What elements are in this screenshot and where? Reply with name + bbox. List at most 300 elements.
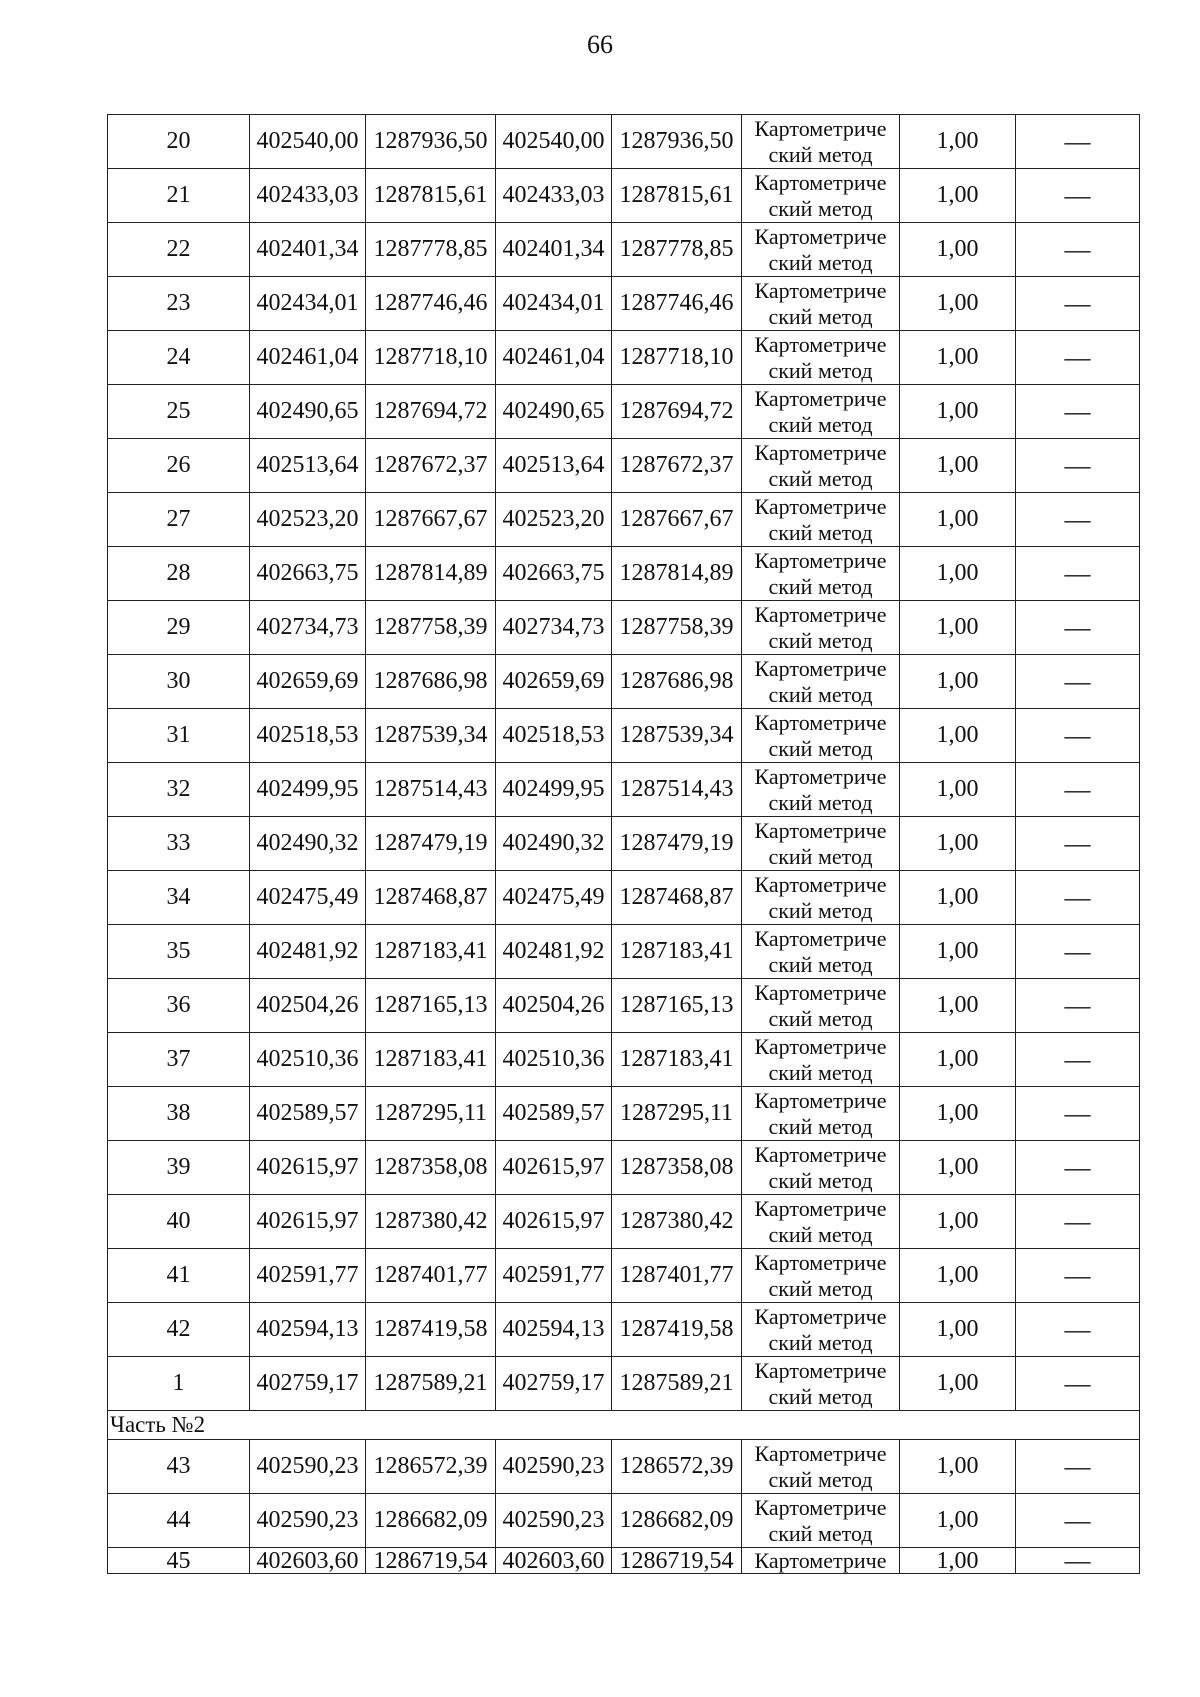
y-existing-cell: 1287514,43: [366, 763, 496, 817]
method-line-1: Картометриче: [754, 1547, 887, 1573]
note-cell: —: [1016, 439, 1140, 493]
x-new-cell: 402518,53: [496, 709, 612, 763]
method-line-1: Картометриче: [754, 1303, 887, 1329]
method-cell: [742, 493, 900, 547]
x-new-cell: 402433,03: [496, 169, 612, 223]
method-line-1: Картометриче: [754, 763, 887, 789]
method-line-1: Картометриче: [754, 817, 887, 843]
point-number-cell: 20: [108, 115, 250, 169]
y-existing-cell: 1287419,58: [366, 1303, 496, 1357]
method-line-1: Картометриче: [754, 1249, 887, 1275]
method-cell: [742, 925, 900, 979]
x-new-cell: 402734,73: [496, 601, 612, 655]
table-row: [108, 385, 1140, 439]
table-row: [108, 1033, 1140, 1087]
y-new-cell: 1287778,85: [612, 223, 742, 277]
table-row: [108, 763, 1140, 817]
table-row: [108, 709, 1140, 763]
y-new-cell: 1287936,50: [612, 115, 742, 169]
method-line-2: ский метод: [768, 573, 873, 599]
accuracy-cell: 1,00: [900, 493, 1016, 547]
accuracy-cell: 1,00: [900, 1087, 1016, 1141]
method-cell: [742, 871, 900, 925]
table-row: [108, 1141, 1140, 1195]
y-new-cell: 1287694,72: [612, 385, 742, 439]
method-line-1: Картометриче: [754, 385, 887, 411]
note-cell: —: [1016, 1440, 1140, 1494]
accuracy-cell: 1,00: [900, 277, 1016, 331]
point-number-cell: 44: [108, 1494, 250, 1548]
x-new-cell: 402615,97: [496, 1195, 612, 1249]
y-new-cell: 1287479,19: [612, 817, 742, 871]
point-number-cell: 45: [108, 1548, 250, 1574]
x-new-cell: 402461,04: [496, 331, 612, 385]
point-number-cell: 30: [108, 655, 250, 709]
y-new-cell: 1287183,41: [612, 925, 742, 979]
method-line-2: ский метод: [768, 1520, 873, 1546]
table-row: [108, 1303, 1140, 1357]
method-line-1: Картометриче: [754, 1440, 887, 1466]
note-cell: —: [1016, 223, 1140, 277]
accuracy-cell: 1,00: [900, 979, 1016, 1033]
x-existing-cell: 402490,32: [250, 817, 366, 871]
note-cell: —: [1016, 115, 1140, 169]
method-cell: [742, 115, 900, 169]
x-existing-cell: 402433,03: [250, 169, 366, 223]
x-new-cell: 402499,95: [496, 763, 612, 817]
accuracy-cell: 1,00: [900, 1548, 1016, 1574]
y-existing-cell: 1287686,98: [366, 655, 496, 709]
x-existing-cell: 402401,34: [250, 223, 366, 277]
method-cell: [742, 763, 900, 817]
accuracy-cell: 1,00: [900, 331, 1016, 385]
method-line-1: Картометриче: [754, 655, 887, 681]
method-line-2: ский метод: [768, 303, 873, 329]
note-cell: —: [1016, 1303, 1140, 1357]
x-existing-cell: 402615,97: [250, 1141, 366, 1195]
y-new-cell: 1287183,41: [612, 1033, 742, 1087]
y-new-cell: 1286682,09: [612, 1494, 742, 1548]
x-existing-cell: 402590,23: [250, 1494, 366, 1548]
point-number-cell: 37: [108, 1033, 250, 1087]
method-cell: [742, 169, 900, 223]
method-cell: [742, 1494, 900, 1548]
table-row: [108, 1440, 1140, 1494]
method-cell: [742, 1303, 900, 1357]
method-line-1: Картометриче: [754, 115, 887, 141]
note-cell: —: [1016, 1033, 1140, 1087]
accuracy-cell: 1,00: [900, 223, 1016, 277]
y-existing-cell: 1287539,34: [366, 709, 496, 763]
method-cell: [742, 277, 900, 331]
y-existing-cell: 1286572,39: [366, 1440, 496, 1494]
point-number-cell: 1: [108, 1357, 250, 1411]
table-row: [108, 1548, 1140, 1574]
point-number-cell: 21: [108, 169, 250, 223]
accuracy-cell: 1,00: [900, 1141, 1016, 1195]
x-existing-cell: 402603,60: [250, 1548, 366, 1574]
point-number-cell: 31: [108, 709, 250, 763]
x-new-cell: 402603,60: [496, 1548, 612, 1574]
method-line-2: ский метод: [768, 141, 873, 167]
y-existing-cell: 1286719,54: [366, 1548, 496, 1574]
x-existing-cell: 402615,97: [250, 1195, 366, 1249]
method-line-2: ский метод: [768, 735, 873, 761]
method-line-2: ский метод: [768, 1466, 873, 1492]
note-cell: —: [1016, 1494, 1140, 1548]
table-row: [108, 817, 1140, 871]
x-existing-cell: 402504,26: [250, 979, 366, 1033]
note-cell: —: [1016, 493, 1140, 547]
x-existing-cell: 402499,95: [250, 763, 366, 817]
method-cell: [742, 1548, 900, 1574]
table-body-part-2: [108, 1440, 1140, 1574]
x-existing-cell: 402659,69: [250, 655, 366, 709]
y-existing-cell: 1287758,39: [366, 601, 496, 655]
method-cell: [742, 709, 900, 763]
accuracy-cell: 1,00: [900, 1249, 1016, 1303]
y-existing-cell: 1287694,72: [366, 385, 496, 439]
method-line-2: ский метод: [768, 1059, 873, 1085]
method-line-2: ский метод: [768, 1167, 873, 1193]
x-new-cell: 402490,65: [496, 385, 612, 439]
y-new-cell: 1287165,13: [612, 979, 742, 1033]
table-row: [108, 439, 1140, 493]
x-existing-cell: 402481,92: [250, 925, 366, 979]
y-existing-cell: 1287380,42: [366, 1195, 496, 1249]
point-number-cell: 28: [108, 547, 250, 601]
accuracy-cell: 1,00: [900, 817, 1016, 871]
x-new-cell: 402490,32: [496, 817, 612, 871]
y-new-cell: 1287758,39: [612, 601, 742, 655]
table-row: [108, 979, 1140, 1033]
table-row: [108, 1357, 1140, 1411]
method-line-1: Картометриче: [754, 439, 887, 465]
y-new-cell: 1287539,34: [612, 709, 742, 763]
y-existing-cell: 1287479,19: [366, 817, 496, 871]
table-row: [108, 331, 1140, 385]
x-new-cell: 402475,49: [496, 871, 612, 925]
accuracy-cell: 1,00: [900, 1303, 1016, 1357]
method-cell: [742, 817, 900, 871]
x-existing-cell: 402513,64: [250, 439, 366, 493]
y-new-cell: 1287672,37: [612, 439, 742, 493]
x-new-cell: 402659,69: [496, 655, 612, 709]
method-line-2: ский метод: [768, 1005, 873, 1031]
method-line-1: Картометриче: [754, 979, 887, 1005]
table-body-part-1: [108, 115, 1140, 1411]
table-row: [108, 871, 1140, 925]
table-row: [108, 601, 1140, 655]
point-number-cell: 23: [108, 277, 250, 331]
method-line-1: Картометриче: [754, 1087, 887, 1113]
method-line-1: Картометриче: [754, 169, 887, 195]
y-existing-cell: 1287358,08: [366, 1141, 496, 1195]
y-existing-cell: 1287718,10: [366, 331, 496, 385]
x-new-cell: 402615,97: [496, 1141, 612, 1195]
y-new-cell: 1287514,43: [612, 763, 742, 817]
method-line-2: ский метод: [768, 1221, 873, 1247]
x-existing-cell: 402759,17: [250, 1357, 366, 1411]
y-existing-cell: 1287165,13: [366, 979, 496, 1033]
point-number-cell: 32: [108, 763, 250, 817]
method-line-2: ский метод: [768, 951, 873, 977]
method-line-2: ский метод: [768, 195, 873, 221]
method-line-2: ский метод: [768, 357, 873, 383]
point-number-cell: 36: [108, 979, 250, 1033]
method-line-1: Картометриче: [754, 1195, 887, 1221]
point-number-cell: 38: [108, 1087, 250, 1141]
table-row: [108, 925, 1140, 979]
x-existing-cell: 402540,00: [250, 115, 366, 169]
method-line-1: Картометриче: [754, 1033, 887, 1059]
y-existing-cell: 1287815,61: [366, 169, 496, 223]
note-cell: —: [1016, 1087, 1140, 1141]
x-existing-cell: 402594,13: [250, 1303, 366, 1357]
method-cell: [742, 1440, 900, 1494]
x-new-cell: 402590,23: [496, 1440, 612, 1494]
note-cell: —: [1016, 277, 1140, 331]
note-cell: —: [1016, 871, 1140, 925]
method-cell: [742, 1141, 900, 1195]
y-new-cell: 1287814,89: [612, 547, 742, 601]
method-line-2: ский метод: [768, 1275, 873, 1301]
table-row: [108, 277, 1140, 331]
accuracy-cell: 1,00: [900, 1195, 1016, 1249]
y-new-cell: 1287358,08: [612, 1141, 742, 1195]
accuracy-cell: 1,00: [900, 115, 1016, 169]
method-cell: [742, 655, 900, 709]
method-cell: [742, 979, 900, 1033]
note-cell: —: [1016, 385, 1140, 439]
x-new-cell: 402589,57: [496, 1087, 612, 1141]
y-existing-cell: 1287936,50: [366, 115, 496, 169]
x-new-cell: 402401,34: [496, 223, 612, 277]
y-existing-cell: 1287295,11: [366, 1087, 496, 1141]
method-cell: [742, 1195, 900, 1249]
x-existing-cell: 402461,04: [250, 331, 366, 385]
method-line-2: ский метод: [768, 249, 873, 275]
x-new-cell: 402523,20: [496, 493, 612, 547]
x-existing-cell: 402518,53: [250, 709, 366, 763]
note-cell: —: [1016, 655, 1140, 709]
point-number-cell: 42: [108, 1303, 250, 1357]
method-line-2: ский метод: [768, 411, 873, 437]
method-cell: [742, 223, 900, 277]
page-number: 66: [587, 30, 613, 59]
y-existing-cell: 1287468,87: [366, 871, 496, 925]
x-new-cell: 402481,92: [496, 925, 612, 979]
y-new-cell: 1287686,98: [612, 655, 742, 709]
method-line-1: Картометриче: [754, 1357, 887, 1383]
y-new-cell: 1287667,67: [612, 493, 742, 547]
table-row: [108, 1087, 1140, 1141]
method-line-1: Картометриче: [754, 223, 887, 249]
method-line-2: ский метод: [768, 681, 873, 707]
method-line-1: Картометриче: [754, 277, 887, 303]
accuracy-cell: 1,00: [900, 385, 1016, 439]
accuracy-cell: 1,00: [900, 1357, 1016, 1411]
note-cell: —: [1016, 1249, 1140, 1303]
part-divider-row: [108, 1411, 1140, 1440]
method-line-2: ский метод: [768, 843, 873, 869]
y-new-cell: 1287468,87: [612, 871, 742, 925]
x-existing-cell: 402434,01: [250, 277, 366, 331]
method-cell: [742, 1033, 900, 1087]
point-number-cell: 39: [108, 1141, 250, 1195]
method-line-2: ский метод: [768, 789, 873, 815]
note-cell: —: [1016, 169, 1140, 223]
method-line-1: Картометриче: [754, 601, 887, 627]
point-number-cell: 22: [108, 223, 250, 277]
method-cell: [742, 439, 900, 493]
accuracy-cell: 1,00: [900, 763, 1016, 817]
y-existing-cell: 1287667,67: [366, 493, 496, 547]
point-number-cell: 40: [108, 1195, 250, 1249]
method-line-2: ский метод: [768, 627, 873, 653]
x-new-cell: 402759,17: [496, 1357, 612, 1411]
method-line-2: ский метод: [768, 519, 873, 545]
x-existing-cell: 402663,75: [250, 547, 366, 601]
table-row: [108, 1494, 1140, 1548]
x-existing-cell: 402590,23: [250, 1440, 366, 1494]
note-cell: —: [1016, 1357, 1140, 1411]
y-existing-cell: 1287746,46: [366, 277, 496, 331]
method-line-1: Картометриче: [754, 871, 887, 897]
method-line-2: ский метод: [768, 1113, 873, 1139]
table-row: [108, 1249, 1140, 1303]
table-row: [108, 1195, 1140, 1249]
x-new-cell: 402513,64: [496, 439, 612, 493]
y-existing-cell: 1287589,21: [366, 1357, 496, 1411]
point-number-cell: 33: [108, 817, 250, 871]
y-new-cell: 1287589,21: [612, 1357, 742, 1411]
point-number-cell: 34: [108, 871, 250, 925]
point-number-cell: 25: [108, 385, 250, 439]
accuracy-cell: 1,00: [900, 1440, 1016, 1494]
y-existing-cell: 1287183,41: [366, 925, 496, 979]
accuracy-cell: 1,00: [900, 547, 1016, 601]
method-line-2: ский метод: [768, 897, 873, 923]
y-existing-cell: 1287672,37: [366, 439, 496, 493]
y-new-cell: 1287295,11: [612, 1087, 742, 1141]
x-new-cell: 402591,77: [496, 1249, 612, 1303]
x-new-cell: 402510,36: [496, 1033, 612, 1087]
note-cell: —: [1016, 1195, 1140, 1249]
note-cell: —: [1016, 331, 1140, 385]
x-existing-cell: 402510,36: [250, 1033, 366, 1087]
note-cell: —: [1016, 979, 1140, 1033]
method-line-1: Картометриче: [754, 547, 887, 573]
method-cell: [742, 1357, 900, 1411]
method-cell: [742, 1087, 900, 1141]
x-new-cell: 402594,13: [496, 1303, 612, 1357]
part-divider-section: [108, 1411, 1140, 1440]
coordinates-table: [107, 114, 1140, 1574]
method-line-1: Картометриче: [754, 331, 887, 357]
y-new-cell: 1287401,77: [612, 1249, 742, 1303]
method-line-2: ский метод: [768, 465, 873, 491]
method-line-1: Картометриче: [754, 709, 887, 735]
x-new-cell: 402540,00: [496, 115, 612, 169]
x-new-cell: 402504,26: [496, 979, 612, 1033]
y-new-cell: 1286719,54: [612, 1548, 742, 1574]
method-cell: [742, 331, 900, 385]
x-existing-cell: 402589,57: [250, 1087, 366, 1141]
note-cell: —: [1016, 709, 1140, 763]
accuracy-cell: 1,00: [900, 169, 1016, 223]
y-new-cell: 1286572,39: [612, 1440, 742, 1494]
y-new-cell: 1287419,58: [612, 1303, 742, 1357]
note-cell: —: [1016, 1548, 1140, 1574]
point-number-cell: 29: [108, 601, 250, 655]
x-existing-cell: 402734,73: [250, 601, 366, 655]
note-cell: —: [1016, 817, 1140, 871]
method-line-2: ский метод: [768, 1329, 873, 1355]
note-cell: —: [1016, 547, 1140, 601]
point-number-cell: 27: [108, 493, 250, 547]
accuracy-cell: 1,00: [900, 601, 1016, 655]
y-new-cell: 1287718,10: [612, 331, 742, 385]
table-row: [108, 115, 1140, 169]
point-number-cell: 24: [108, 331, 250, 385]
method-line-1: Картометриче: [754, 1141, 887, 1167]
table-row: [108, 493, 1140, 547]
note-cell: —: [1016, 1141, 1140, 1195]
accuracy-cell: 1,00: [900, 871, 1016, 925]
method-cell: [742, 601, 900, 655]
point-number-cell: 43: [108, 1440, 250, 1494]
x-new-cell: 402663,75: [496, 547, 612, 601]
method-cell: [742, 547, 900, 601]
accuracy-cell: 1,00: [900, 655, 1016, 709]
note-cell: —: [1016, 601, 1140, 655]
x-new-cell: 402434,01: [496, 277, 612, 331]
method-line-2: ский метод: [768, 1383, 873, 1409]
y-existing-cell: 1286682,09: [366, 1494, 496, 1548]
table-row: [108, 547, 1140, 601]
x-existing-cell: 402490,65: [250, 385, 366, 439]
x-existing-cell: 402591,77: [250, 1249, 366, 1303]
method-cell: [742, 385, 900, 439]
part-label: Часть №2: [108, 1411, 1140, 1440]
note-cell: —: [1016, 763, 1140, 817]
method-line-1: Картометриче: [754, 925, 887, 951]
accuracy-cell: 1,00: [900, 1033, 1016, 1087]
y-existing-cell: 1287778,85: [366, 223, 496, 277]
x-existing-cell: 402523,20: [250, 493, 366, 547]
y-new-cell: 1287380,42: [612, 1195, 742, 1249]
accuracy-cell: 1,00: [900, 1494, 1016, 1548]
point-number-cell: 35: [108, 925, 250, 979]
point-number-cell: 26: [108, 439, 250, 493]
accuracy-cell: 1,00: [900, 709, 1016, 763]
y-new-cell: 1287746,46: [612, 277, 742, 331]
y-existing-cell: 1287183,41: [366, 1033, 496, 1087]
method-line-1: Картометриче: [754, 1494, 887, 1520]
accuracy-cell: 1,00: [900, 439, 1016, 493]
y-new-cell: 1287815,61: [612, 169, 742, 223]
y-existing-cell: 1287814,89: [366, 547, 496, 601]
method-line-1: Картометриче: [754, 493, 887, 519]
table-row: [108, 655, 1140, 709]
x-new-cell: 402590,23: [496, 1494, 612, 1548]
point-number-cell: 41: [108, 1249, 250, 1303]
note-cell: —: [1016, 925, 1140, 979]
table-row: [108, 169, 1140, 223]
accuracy-cell: 1,00: [900, 925, 1016, 979]
y-existing-cell: 1287401,77: [366, 1249, 496, 1303]
